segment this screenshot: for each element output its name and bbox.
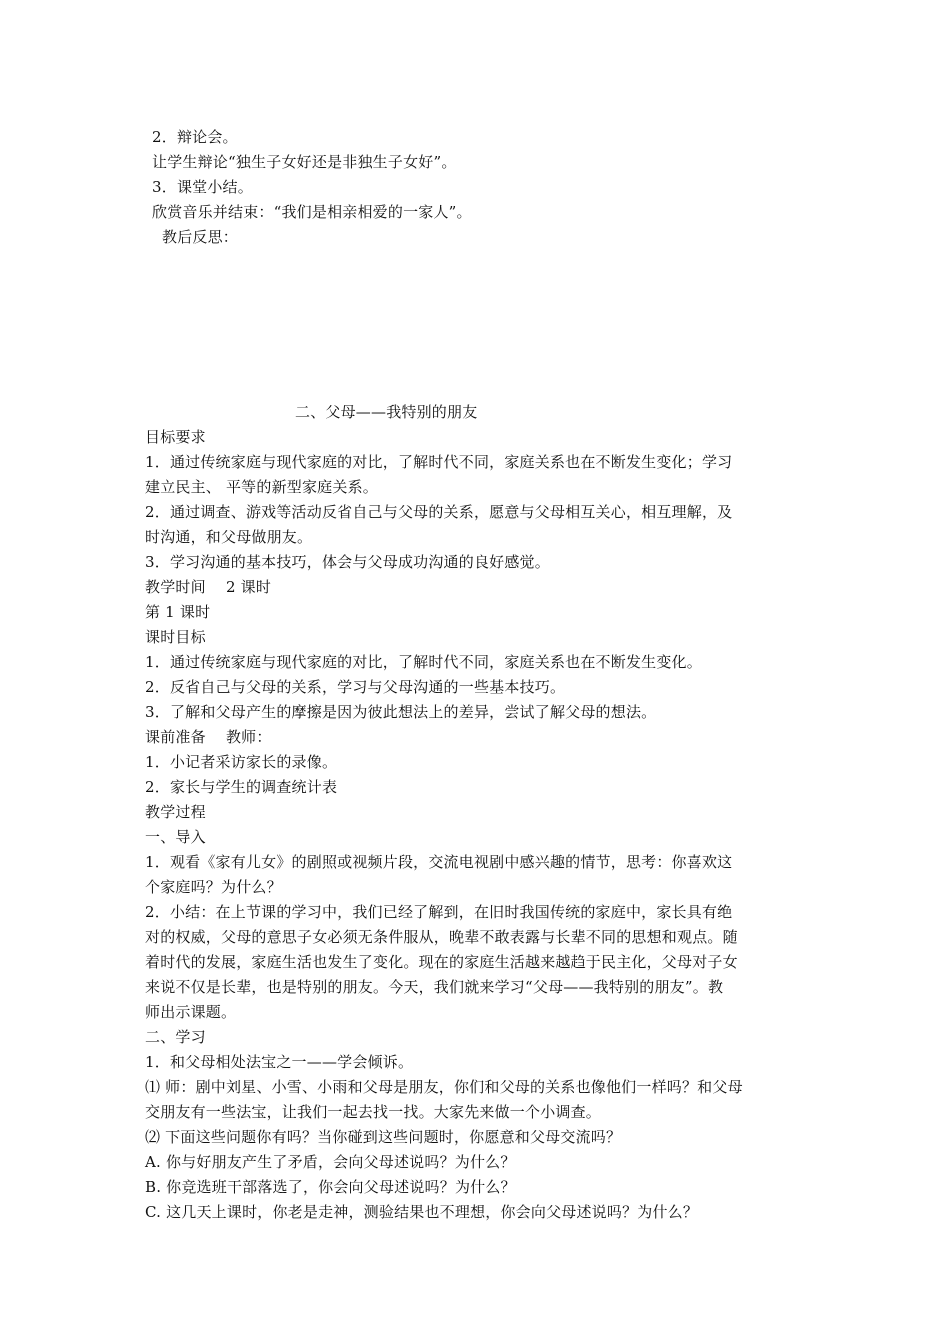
text-line: 个家庭吗？为什么？ [145, 878, 282, 896]
text-line: 来说不仅是长辈，也是特别的朋友。今天，我们就来学习“父母——我特别的朋友”。教 [145, 978, 724, 996]
text-line: 3．了解和父母产生的摩擦是因为彼此想法上的差异，尝试了解父母的想法。 [145, 703, 657, 721]
lesson-number: 第 1 课时 [145, 603, 211, 621]
heading-process: 教学过程 [145, 803, 206, 821]
text-line: 1．和父母相处法宝之一——学会倾诉。 [145, 1053, 414, 1071]
text-line: 让学生辩论“独生子女好还是非独生子女好”。 [152, 153, 457, 171]
text-line: 2．反省自己与父母的关系，学习与父母沟通的一些基本技巧。 [145, 678, 566, 696]
text-line: ⑴ 师：剧中刘星、小雪、小雨和父母是朋友，你们和父母的关系也像他们一样吗？和父母 [145, 1078, 743, 1096]
reflection-label: 教后反思： [162, 228, 239, 246]
question-c: C. 这几天上课时，你老是走神，测验结果也不理想，你会向父母述说吗？为什么？ [145, 1203, 699, 1221]
text-line: 2．家长与学生的调查统计表 [145, 778, 338, 796]
text-line: 2．辩论会。 [152, 128, 238, 146]
text-line: 欣赏音乐并结束：“我们是相亲相爱的一家人”。 [152, 203, 472, 221]
question-a: A. 你与好朋友产生了矛盾，会向父母述说吗？为什么？ [145, 1153, 516, 1171]
teaching-time: 教学时间 2 课时 [145, 578, 272, 596]
text-line: 1．小记者采访家长的录像。 [145, 753, 338, 771]
text-line: 对的权威，父母的意思子女必须无条件服从，晚辈不敢表露与长辈不同的思想和观点。随 [145, 928, 738, 946]
heading-preparation: 课前准备 教师： [145, 728, 272, 746]
text-line: 2．小结：在上节课的学习中，我们已经了解到，在旧时我国传统的家庭中，家长具有绝 [145, 903, 733, 921]
heading-lesson-goals: 课时目标 [145, 628, 206, 646]
text-line: 1．通过传统家庭与现代家庭的对比，了解时代不同，家庭关系也在不断发生变化；学习 [145, 453, 733, 471]
question-b: B. 你竞选班干部落选了，你会向父母述说吗？为什么？ [145, 1178, 516, 1196]
heading-intro: 一、导入 [145, 828, 206, 846]
text-line: 交朋友有一些法宝，让我们一起去找一找。大家先来做一个小调查。 [145, 1103, 602, 1121]
heading-goals: 目标要求 [145, 428, 206, 446]
text-line: 3．学习沟通的基本技巧，体会与父母成功沟通的良好感觉。 [145, 553, 550, 571]
text-line: 着时代的发展，家庭生活也发生了变化。现在的家庭生活越来越趋于民主化，父母对子女 [145, 953, 738, 971]
heading-study: 二、学习 [145, 1028, 206, 1046]
text-line: 2．通过调查、游戏等活动反省自己与父母的关系，愿意与父母相互关心，相互理解，及 [145, 503, 733, 521]
section-title: 二、父母——我特别的朋友 [295, 403, 478, 421]
text-line: ⑵ 下面这些问题你有吗？当你碰到这些问题时，你愿意和父母交流吗？ [145, 1128, 622, 1146]
text-line: 师出示课题。 [145, 1003, 237, 1021]
text-line: 建立民主、 平等的新型家庭关系。 [145, 478, 378, 496]
text-line: 1．观看《家有儿女》的剧照或视频片段，交流电视剧中感兴趣的情节，思考：你喜欢这 [145, 853, 733, 871]
text-line: 3．课堂小结。 [152, 178, 253, 196]
text-line: 时沟通，和父母做朋友。 [145, 528, 313, 546]
text-line: 1．通过传统家庭与现代家庭的对比，了解时代不同，家庭关系也在不断发生变化。 [145, 653, 702, 671]
